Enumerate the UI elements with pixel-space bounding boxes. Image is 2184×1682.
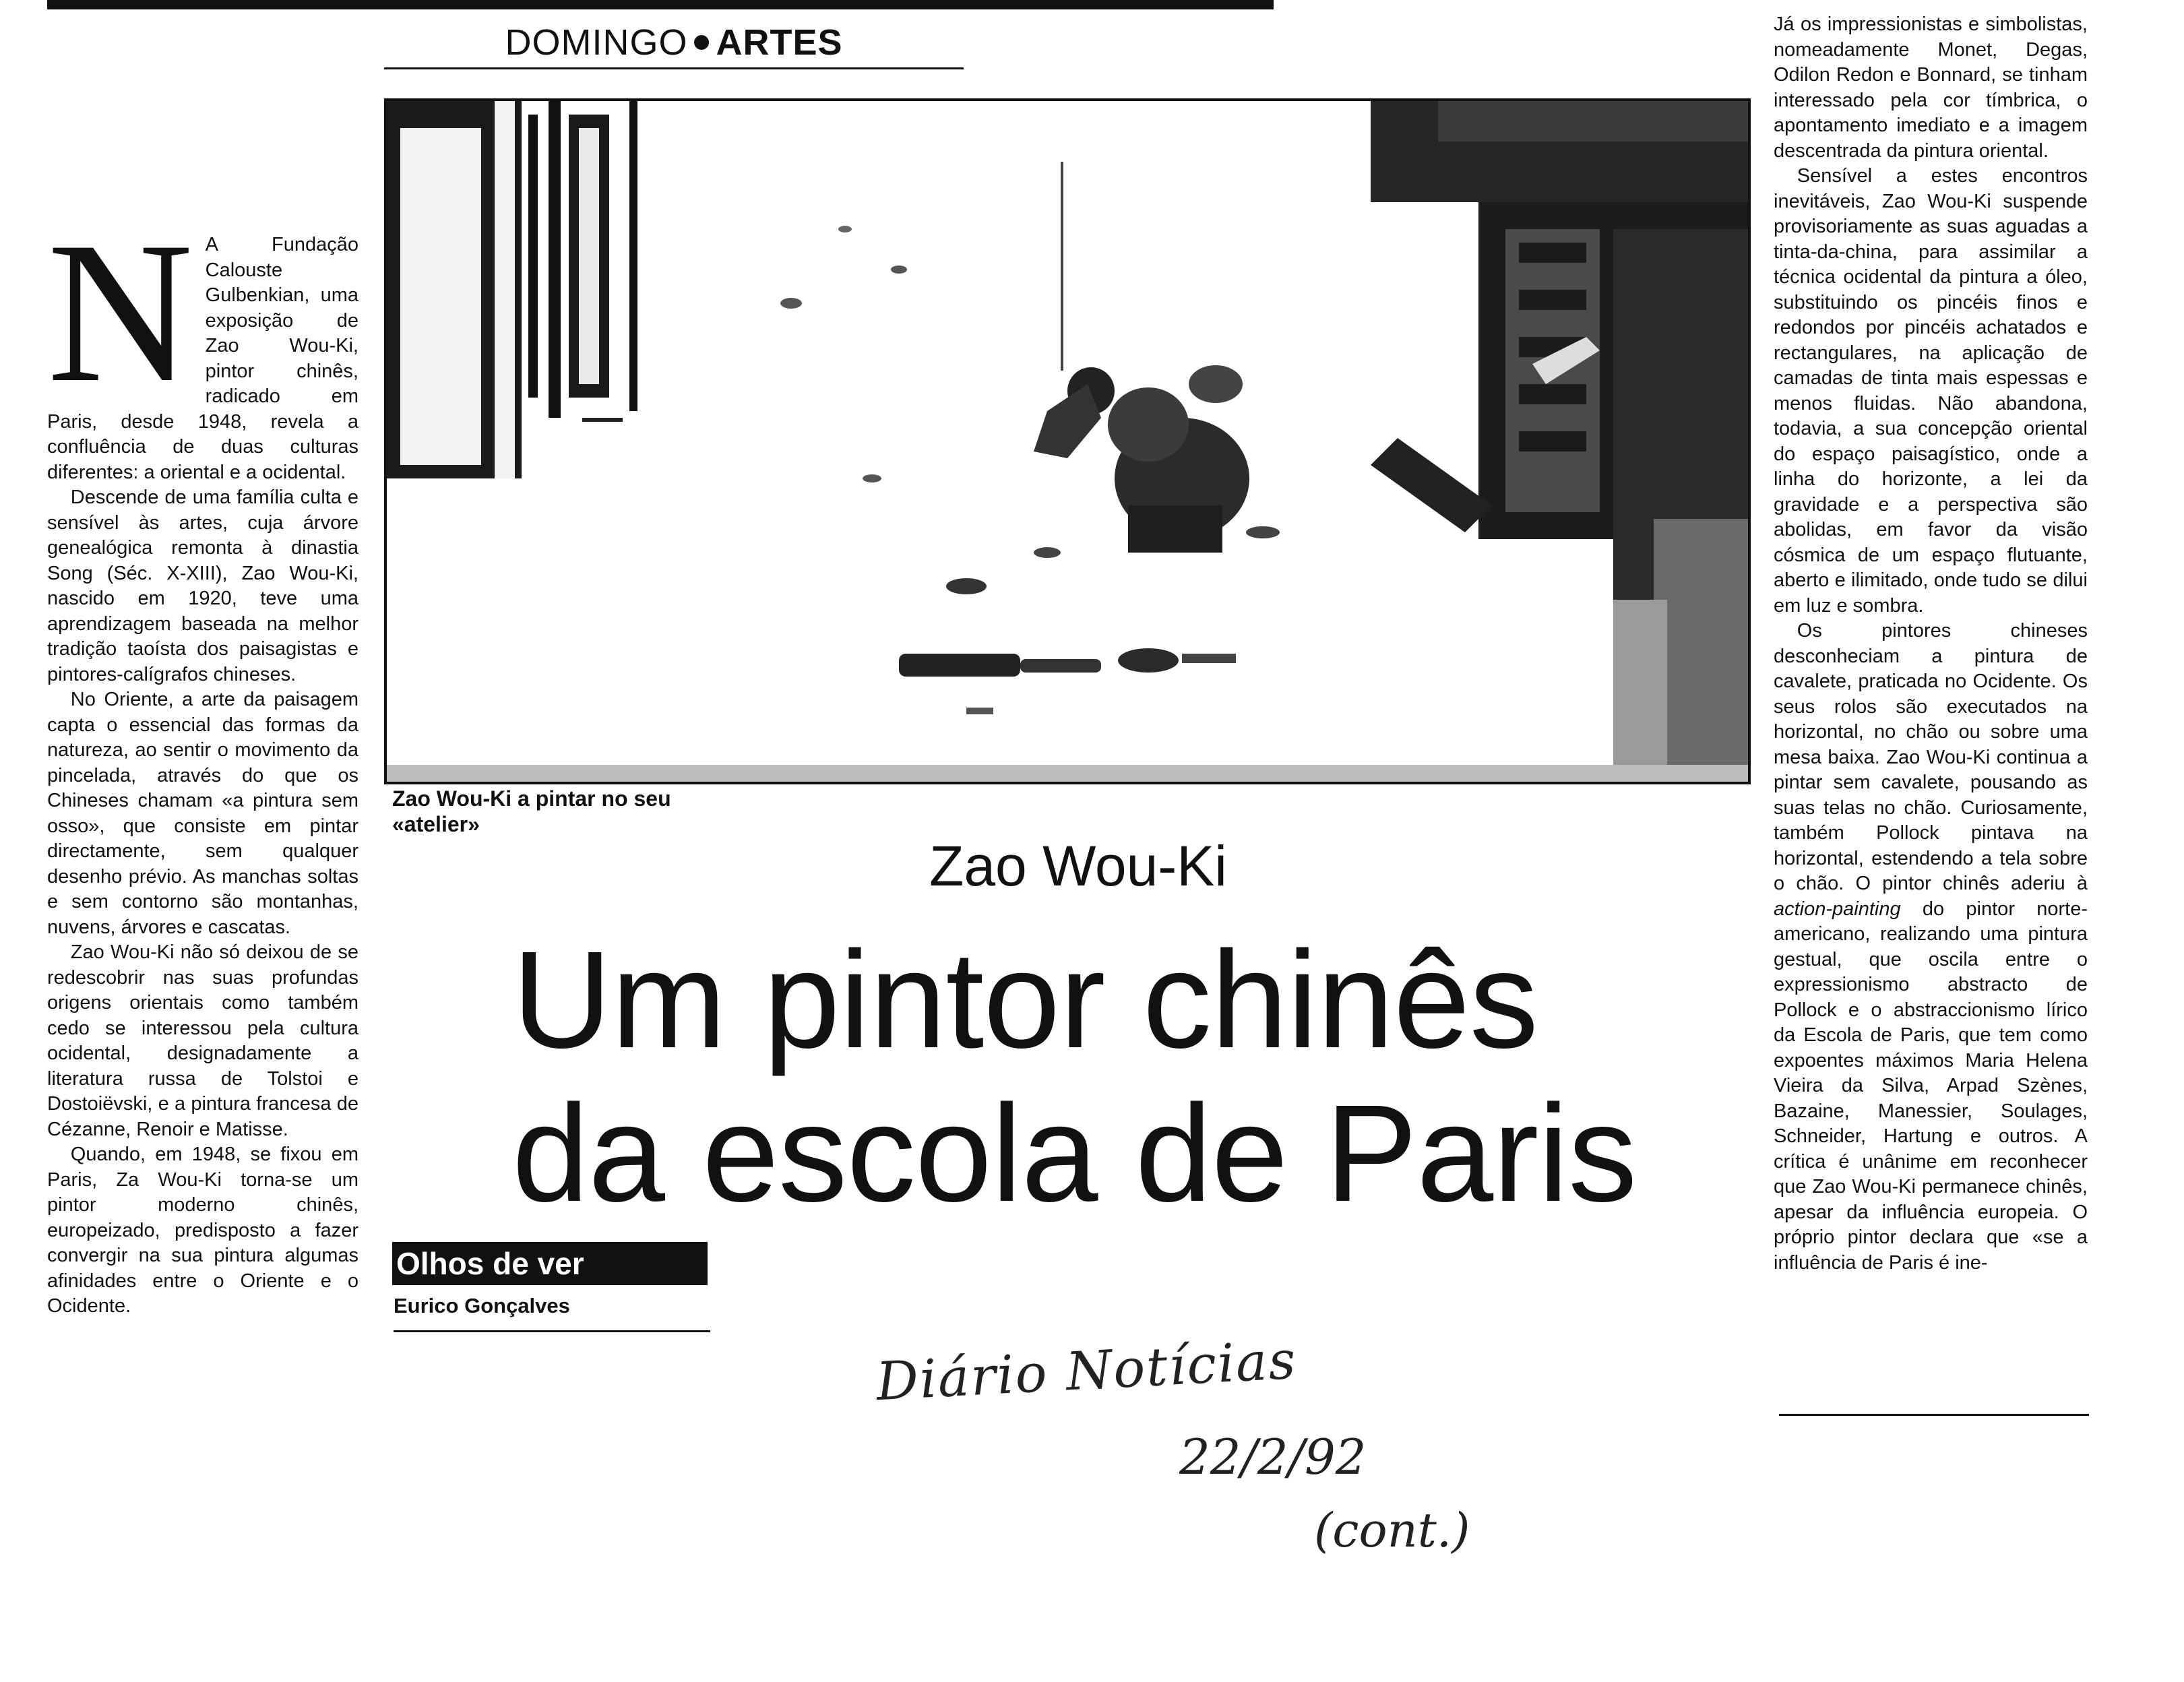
headline-line-1: Um pintor chinês [512, 923, 1538, 1077]
subsection-name: ARTES [716, 22, 843, 63]
paragraph-text-continued: do pintor norte-americano, realizando uma pintura gestual, que oscila entre o expressionismo abstracto de Pollock e o abstraccionismo lírico da Escola de Paris, que tem como expoentes máximos Maria Helena Vieira da Silva, Arpad Szènes, Bazaine, Manessier, Soulages, Schneider, Hartung e outros. A crítica é unânime em reconhecer que Zao Wou-Ki permanece chinês, apesar da influência europeia. O próprio pintor declara que «se a influência de Paris é ine- [1774, 898, 2088, 1274]
photo-icon [387, 101, 1748, 782]
top-rule [47, 0, 1274, 9]
headline-kicker: Zao Wou-Ki [929, 834, 1227, 898]
article-paragraph-3: No Oriente, a arte da paisagem capta o essencial das formas da natureza, ao sentir o movimento da pincelada, através do que os Chineses chamam «a pintura sem osso», que consiste em pintar directamente, sem qualquer desenho prévio. As manchas soltas e sem contorno são montanhas, nuvens, árvores e cascatas. [47, 689, 358, 938]
handwritten-continued: (cont.) [1314, 1503, 1470, 1558]
article-photo [384, 98, 1751, 784]
article-paragraph-7: Sensível a estes encontros inevitáveis, Zao Wou-Ki suspende provisoriamente as suas aguadas a tinta-da-china, para assimilar a técnica ocidental da pintura a óleo, substituindo os pincéis finos e redondos por pincéis achatados e rectangulares, na aplicação de camadas de tinta mais espessas e menos fluidas. Não abandona, todavia, a sua concepção oriental do espaço paisagístico, onde a linha do horizonte, a lei da gravidade e a perspectiva são abolidas, em favor da visão cósmica de um espaço flutuante, aberto e ilimitado, onde tudo se dilui em luz e sombra. [1774, 165, 2088, 617]
headline-line-2: da escola de Paris [512, 1076, 1637, 1231]
handwritten-date: 22/2/92 [1179, 1429, 1367, 1485]
column-end-rule [1779, 1414, 2089, 1416]
article-paragraph-2: Descende de uma família culta e sensível às artes, cuja árvore genealógica remonta à dinastia Song (Séc. X-XIII), Zao Wou-Ki, nascido em 1920, teve uma aprendizagem baseada na melhor tradição taoísta dos paisagistas e pintores-calígrafos chineses. [47, 487, 358, 685]
article-paragraph-6: Já os impressionistas e simbolistas, nomeadamente Monet, Degas, Odilon Redon e Bonnard, se tinham interessado pela cor tímbrica, o apontamento imediato e a imagem descentrada da pintura oriental. [1774, 13, 2088, 162]
handwritten-newspaper-name: Diário Notícias [875, 1330, 1299, 1413]
article-column-right [1774, 12, 2088, 1276]
section-name: DOMINGO [505, 22, 688, 63]
dropcap: N [47, 200, 193, 424]
article-paragraph-4: Zao Wou-Ki não só deixou de se redescobrir nas suas profundas origens orientais como também cedo se interessou pela cultura ocidental, designadamente a literatura russa de Tolstoi e Dostoiëvski, e a pintura francesa de Cézanne, Renoir e Matisse. [47, 941, 358, 1140]
section-header [384, 19, 964, 69]
article-column-left [47, 200, 358, 1319]
paragraph-text: Os pintores chineses desconheciam a pintura de cavalete, praticada no Ocidente. Os seus rolos são executados na horizontal, no chão ou sobre uma mesa baixa. Zao Wou-Ki continua a pintar sem cavalete, pousando as suas telas no chão. Curiosamente, também Pollock pintava na horizontal, estendendo a tela sobre o chão. O pintor chinês aderiu à [1774, 620, 2088, 894]
byline-author: Eurico Gonçalves [394, 1292, 710, 1332]
article-paragraph-1 [47, 200, 358, 485]
headline [512, 923, 1658, 1231]
article-paragraph-8 [1774, 619, 2088, 1276]
bullet-icon [694, 35, 709, 50]
article-paragraph-5: Quando, em 1948, se fixou em Paris, Za Wou-Ki torna-se um pintor moderno chinês, europeizado, predisposto a fazer convergir na sua pintura algumas afinidades entre o Oriente e o Ocidente. [47, 1144, 358, 1317]
column-title: Olhos de ver [392, 1242, 708, 1285]
photo-caption: Zao Wou-Ki a pintar no seu «atelier» [392, 786, 671, 836]
italic-term: action-painting [1774, 898, 1901, 920]
paragraph-text: A Fundação Calouste Gulbenkian, uma exposição de Zao Wou-Ki, pintor chinês, radicado em Paris, desde 1948, revela a confluência de duas culturas diferentes: a oriental e a ocidental. [47, 234, 358, 483]
